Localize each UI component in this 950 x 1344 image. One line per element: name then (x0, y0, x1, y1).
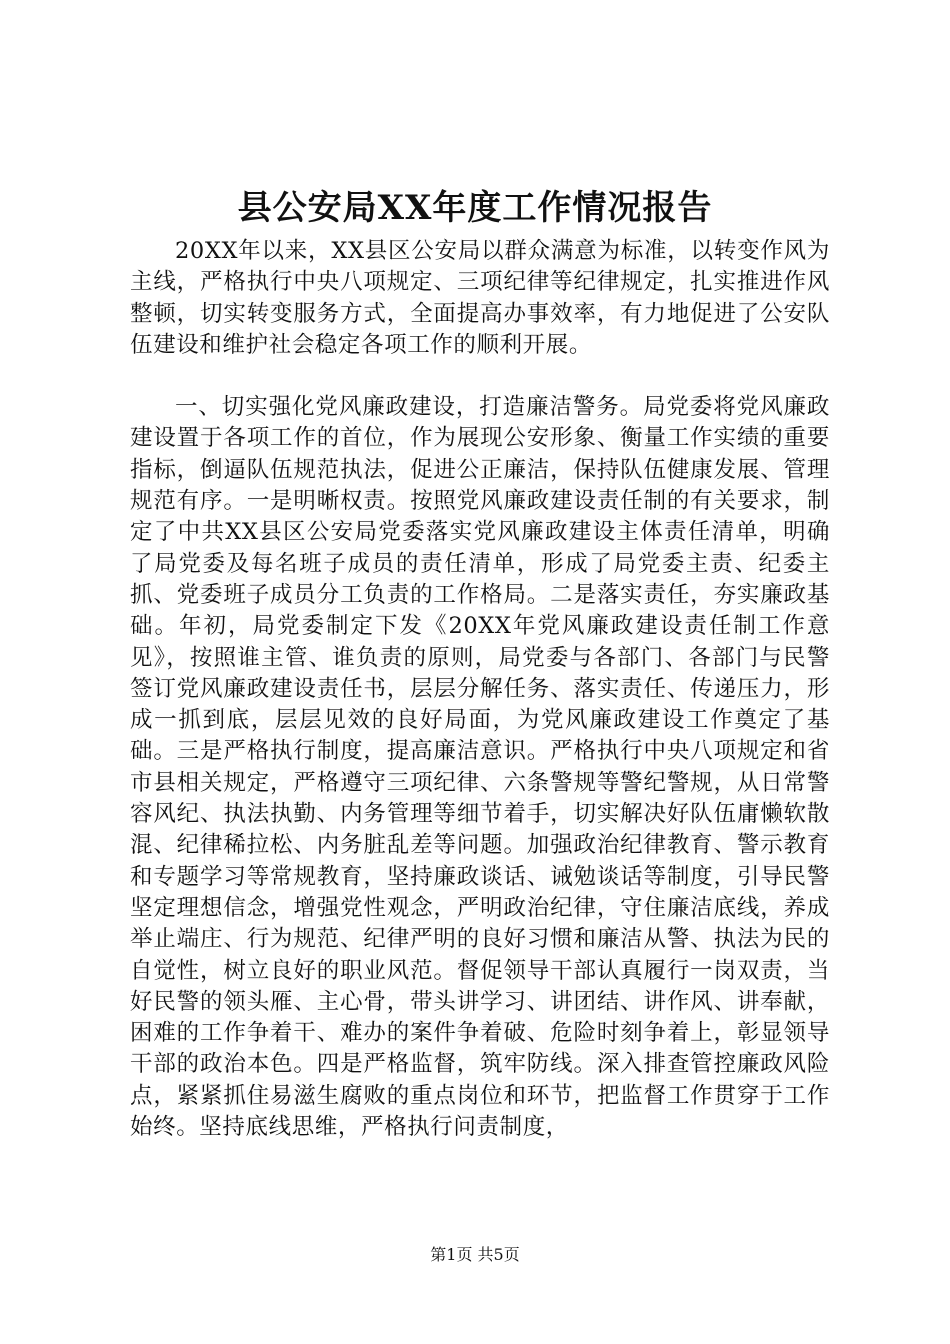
paragraph-intro: 20XX年以来，XX县区公安局以群众满意为标准，以转变作风为主线，严格执行中央八项规定、三项纪律等纪律规定，扎实推进作风整顿，切实转变服务方式，全面提高办事效率，有力地促进了公安队伍建设和维护社会稳定各项工作的顺利开展。 (130, 238, 830, 358)
document-title: 县公安局XX年度工作情况报告 (237, 188, 713, 228)
document-body (130, 236, 830, 1143)
paragraph-section-one: 一、切实强化党风廉政建设，打造廉洁警务。局党委将党风廉政建设置于各项工作的首位，作为展现公安形象、衡量工作实绩的重要指标，倒逼队伍规范执法，促进公正廉洁，保持队伍健康发展、管理规范有序。一是明晰权责。按照党风廉政建设责任制的有关要求，制定了中共XX县区公安局党委落实党风廉政建设主体责任清单，明确了局党委及每名班子成员的责任清单，形成了局党委主责、纪委主抓、党委班子成员分工负责的工作格局。二是落实责任，夯实廉政基础。年初，局党委制定下发《20XX年党风廉政建设责任制工作意见》，按照谁主管、谁负责的原则，局党委与各部门、各部门与民警签订党风廉政建设责任书，层层分解任务、落实责任、传递压力，形成一抓到底，层层见效的良好局面，为党风廉政建设工作奠定了基础。三是严格执行制度，提高廉洁意识。严格执行中央八项规定和省市县相关规定，严格遵守三项纪律、六条警规等警纪警规，从日常警容风纪、执法执勤、内务管理等细节着手，切实解决好队伍庸懒软散混、纪律稀拉松、内务脏乱差等问题。加强政治纪律教育、警示教育和专题学习等常规教育，坚持廉政谈话、诫勉谈话等制度，引导民警坚定理想信念，增强党性观念，严明政治纪律，守住廉洁底线，养成举止端庄、行为规范、纪律严明的良好习惯和廉洁从警、执法为民的自觉性，树立良好的职业风范。督促领导干部认真履行一岗双责，当好民警的领头雁、主心骨，带头讲学习、讲团结、讲作风、讲奉献，困难的工作争着干、难办的案件争着破、危险时刻争着上，彰显领导干部的政治本色。四是严格监督，筑牢防线。深入排查管控廉政风险点，紧紧抓住易滋生腐败的重点岗位和环节，把监督工作贯穿于工作始终。坚持底线思维，严格执行问责制度， (130, 394, 830, 1141)
page-footer: 第1页 共5页 (430, 1245, 520, 1264)
